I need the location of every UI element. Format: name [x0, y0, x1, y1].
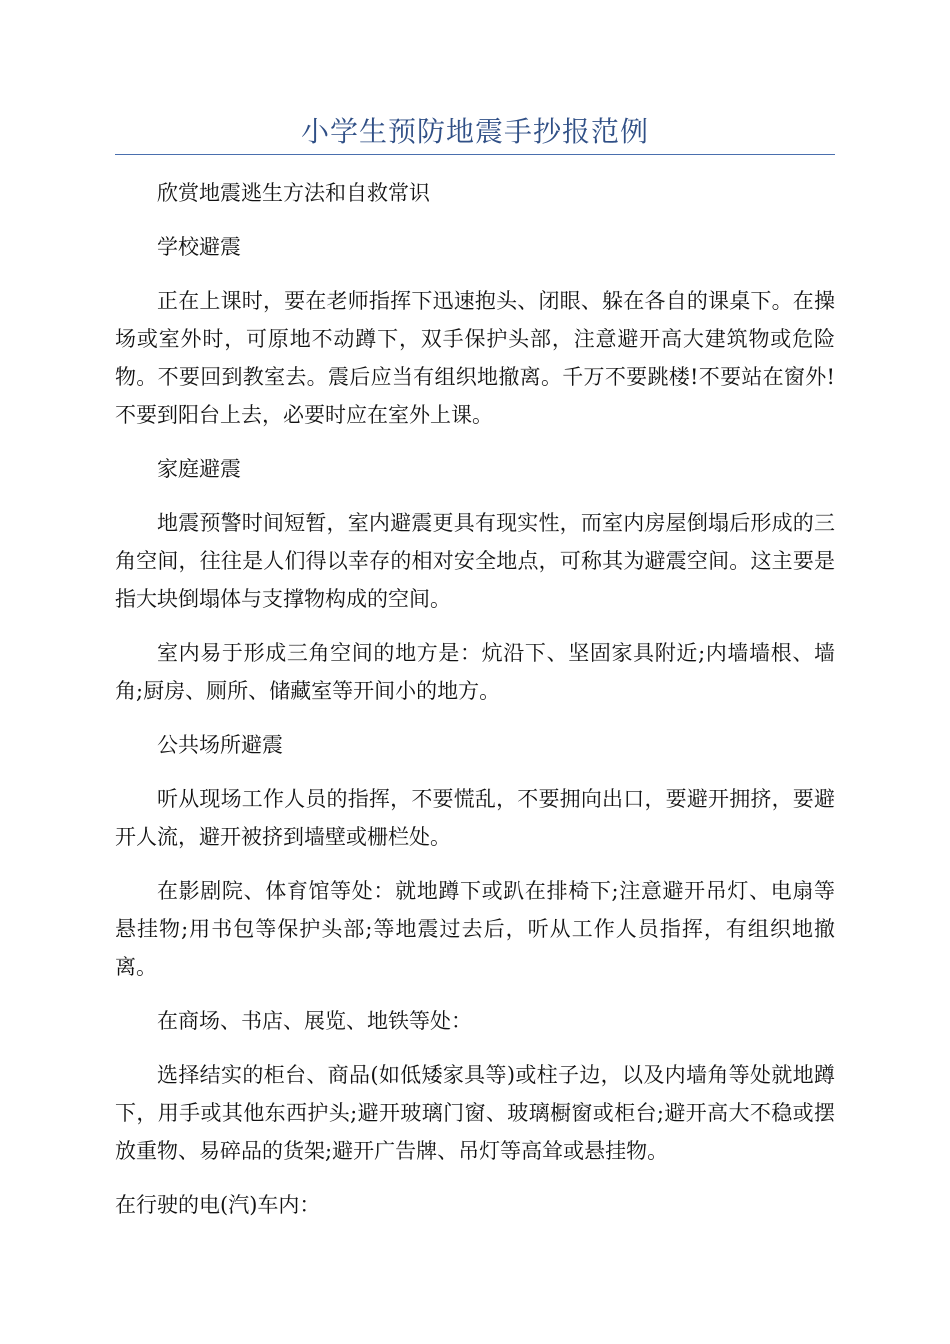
document-body — [115, 174, 835, 1240]
document-title: 小学生预防地震手抄报范例 — [300, 115, 649, 148]
intro-heading: 欣赏地震逃生方法和自救常识 — [157, 181, 430, 205]
section-heading-home: 家庭避震 — [157, 457, 241, 481]
section-heading-public: 公共场所避震 — [157, 733, 283, 757]
paragraph-home-1: 地震预警时间短暂，室内避震更具有现实性，而室内房屋倒塌后形成的三角空间，往往是人们得以幸存的相对安全地点，可称其为避震空间。这主要是指大块倒塌体与支撑物构成的空间。 — [115, 511, 835, 611]
section-heading-school: 学校避震 — [157, 235, 241, 259]
subheading-mall: 在商场、书店、展览、地铁等处： — [157, 1009, 472, 1033]
title-underline — [115, 154, 835, 155]
subheading-vehicle: 在行驶的电(汽)车内： — [115, 1193, 321, 1217]
paragraph-home-2: 室内易于形成三角空间的地方是：炕沿下、坚固家具附近;内墙墙根、墙角;厨房、厕所、储藏室等开间小的地方。 — [115, 641, 835, 703]
paragraph-school: 正在上课时，要在老师指挥下迅速抱头、闭眼、躲在各自的课桌下。在操场或室外时，可原地不动蹲下，双手保护头部，注意避开高大建筑物或危险物。不要回到教室去。震后应当有组织地撤离。千万不要跳楼!不要站在窗外!不要到阳台上去，必要时应在室外上课。 — [115, 289, 835, 427]
paragraph-public-1: 听从现场工作人员的指挥，不要慌乱，不要拥向出口，要避开拥挤，要避开人流，避开被挤到墙壁或栅栏处。 — [115, 787, 835, 849]
paragraph-mall: 选择结实的柜台、商品(如低矮家具等)或柱子边，以及内墙角等处就地蹲下，用手或其他东西护头;避开玻璃门窗、玻璃橱窗或柜台;避开高大不稳或摆放重物、易碎品的货架;避开广告牌、吊灯等高耸或悬挂物。 — [115, 1063, 835, 1163]
paragraph-public-2: 在影剧院、体育馆等处：就地蹲下或趴在排椅下;注意避开吊灯、电扇等悬挂物;用书包等保护头部;等地震过去后，听从工作人员指挥，有组织地撤离。 — [115, 879, 835, 979]
